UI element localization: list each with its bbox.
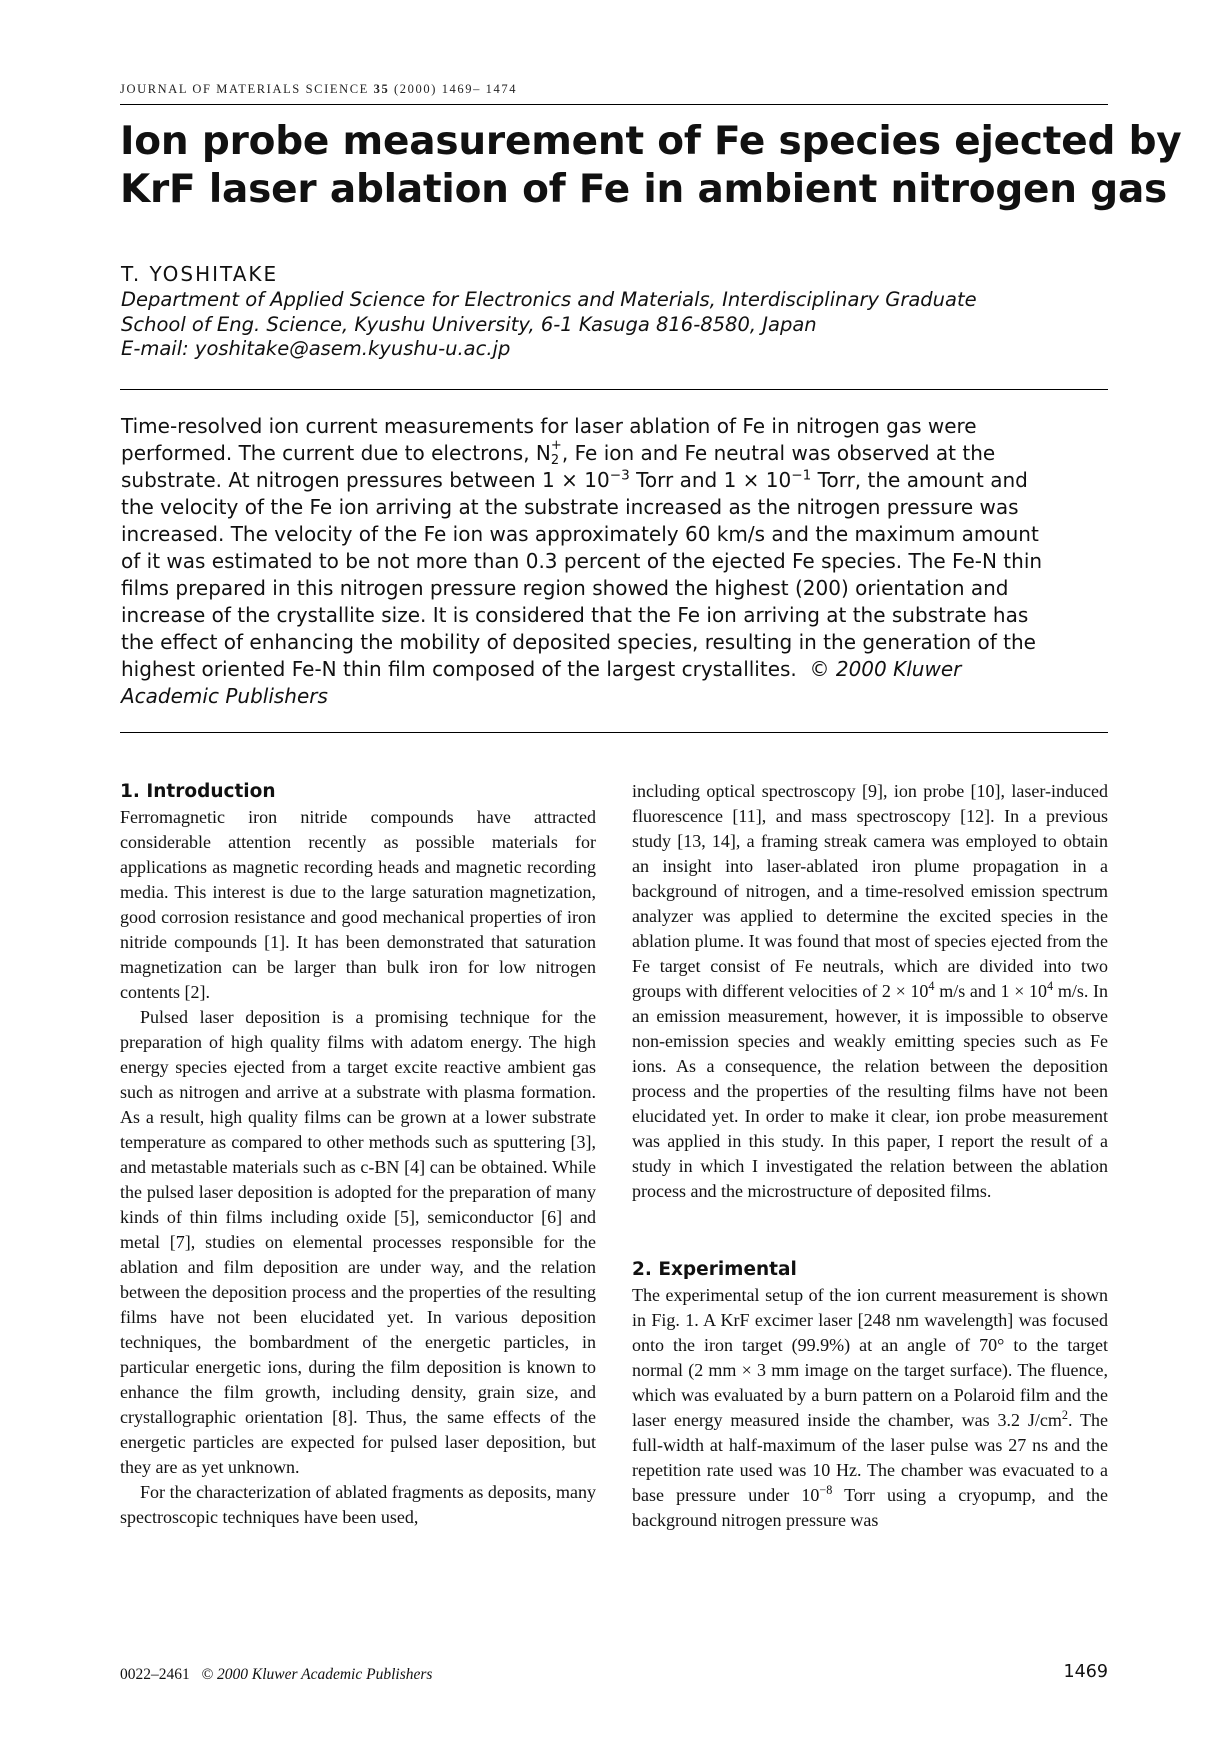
right-column	[632, 779, 1108, 1533]
abstract-line: increase of the crystallite size. It is considered that the Fe ion arriving at the substrate has	[121, 603, 1029, 627]
page-number: 1469	[1063, 1662, 1108, 1682]
journal-header	[120, 82, 517, 97]
affiliation-line-2: School of Eng. Science, Kyushu University, 6-1 Kasuga 816-8580, Japan	[121, 312, 817, 336]
abstract	[121, 413, 1111, 710]
author-name: T. YOSHITAKE	[121, 262, 279, 286]
journal-year-pages: (2000) 1469– 1474	[394, 82, 518, 96]
header-rule	[120, 104, 1108, 105]
footer-publisher: © 2000 Kluwer Academic Publishers	[201, 1666, 433, 1683]
abstract-bottom-rule	[120, 732, 1108, 733]
section-heading-introduction: 1. Introduction	[120, 781, 276, 802]
abstract-line: Time-resolved ion current measurements for laser ablation of Fe in nitrogen gas were	[121, 414, 977, 438]
paper-title	[120, 118, 1182, 214]
journal-name: JOURNAL OF MATERIALS SCIENCE	[120, 82, 369, 96]
affiliation-line-1: Department of Applied Science for Electronics and Materials, Interdisciplinary Graduate	[121, 288, 977, 311]
abstract-top-rule	[120, 389, 1108, 390]
abstract-line: highest oriented Fe-N thin film composed of the largest crystallites. © 2000 Kluwer	[121, 657, 962, 681]
paragraph: The experimental setup of the ion current measurement is shown in Fig. 1. A KrF excimer laser [248 nm wavelength] was focused onto the iron target (99.9%) at an angle of 70° to the target normal (2 mm × 3 mm image on the target surface). The fluence, which was evaluated by a burn pattern on a Polaroid film and the laser energy measured inside the chamber, was 3.2 $J/cm^2$. The full-width at half-maximum of the laser pulse was 27 ns and the repetition rate used was 10 Hz. The chamber was evacuated to a base pressure under $10^{-8}$ Torr using a cryopump, and the background nitrogen pressure was	[632, 1285, 1108, 1530]
copyright-notice: © 2000 Kluwer	[809, 657, 962, 681]
paragraph: Pulsed laser deposition is a promising technique for the preparation of high quality films with adatom energy. The high energy species ejected from a target excite reactive ambient gas such as nitrogen and arrive at a substrate with plasma formation. As a result, high quality films can be grown at a lower substrate temperature as compared to other methods such as sputtering [3], and metastable materials such as c-BN [4] can be obtained. While the pulsed laser deposition is adopted for the preparation of many kinds of thin films including oxide [5], semiconductor [6] and metal [7], studies on elemental processes responsible for the ablation and film deposition are under way, and the relation between the deposition process and the properties of the resulting films have not been elucidated yet. In various deposition techniques, the bombardment of the energetic particles, in particular energetic ions, during the film deposition is known to enhance the film growth, including density, grain size, and crystallographic orientation [8]. Thus, the same effects of the energetic particles are expected for pulsed laser deposition, but they are as yet unknown.	[120, 1007, 596, 1477]
paragraph: including optical spectroscopy [9], ion probe [10], laser-induced fluorescence [11], and mass spectroscopy [12]. In a previous study [13, 14], a framing streak camera was employed to obtain an insight into laser-ablated iron plume propagation in a background of nitrogen, and a time-resolved emission spectrum analyzer was applied to determine the excited species in the ablation plume. It was found that most of species ejected from the Fe target consist of Fe neutrals, which are divided into two groups with different velocities of $2 \times 10^4$ m/s and $1 \times 10^4$ m/s. In an emission measurement, however, it is impossible to observe non-emission species and weakly emitting species such as Fe ions. As a consequence, the relation between the deposition process and the properties of the resulting films have not been elucidated yet. In order to make it clear, ion probe measurement was applied in this study. In this paper, I report the result of a study in which I investigated the relation between the ablation process and the microstructure of deposited films.	[632, 781, 1108, 1201]
section-heading-experimental: 2. Experimental	[632, 1259, 797, 1280]
paragraph: Ferromagnetic iron nitride compounds have attracted considerable attention recently as possible materials for applications as magnetic recording heads and magnetic recording media. This interest is due to the large saturation magnetization, good corrosion resistance and good mechanical properties of iron nitride compounds [1]. It has been demonstrated that saturation magnetization can be larger than bulk iron for low nitrogen contents [2].	[120, 807, 596, 1002]
issn-code: 0022–2461	[120, 1666, 190, 1683]
abstract-line: films prepared in this nitrogen pressure region showed the highest (200) orientation and	[121, 576, 1009, 600]
affiliation-email: E-mail: yoshitake@asem.kyushu-u.ac.jp	[121, 337, 511, 360]
title-line-2: KrF laser ablation of Fe in ambient nitrogen gas	[120, 167, 1168, 212]
abstract-line: performed. The current due to electrons, N + 2 , Fe ion and Fe neutral was observed at the	[121, 438, 996, 468]
abstract-line: substrate. At nitrogen pressures between $1 \times 10^{-3}$ Torr and $1 \times 10^{-1}$ Torr, the amount and	[121, 467, 1028, 492]
footer-issn	[120, 1666, 432, 1684]
left-column	[120, 779, 596, 1530]
paragraph: For the characterization of ablated fragments as deposits, many spectroscopic techniques have been used,	[120, 1482, 596, 1527]
affiliation	[121, 288, 1111, 362]
title-line-1: Ion probe measurement of Fe species ejected by	[120, 119, 1182, 164]
abstract-line: Academic Publishers	[121, 684, 328, 708]
journal-volume: 35	[373, 82, 390, 96]
abstract-line: increased. The velocity of the Fe ion was approximately 60 km/s and the maximum amount	[121, 522, 1039, 546]
abstract-line: of it was estimated to be not more than 0.3 percent of the ejected Fe species. The Fe-N thin	[121, 549, 1043, 573]
abstract-line: the effect of enhancing the mobility of deposited species, resulting in the generation of the	[121, 630, 1036, 654]
abstract-line: the velocity of the Fe ion arriving at the substrate increased as the nitrogen pressure was	[121, 495, 1019, 519]
